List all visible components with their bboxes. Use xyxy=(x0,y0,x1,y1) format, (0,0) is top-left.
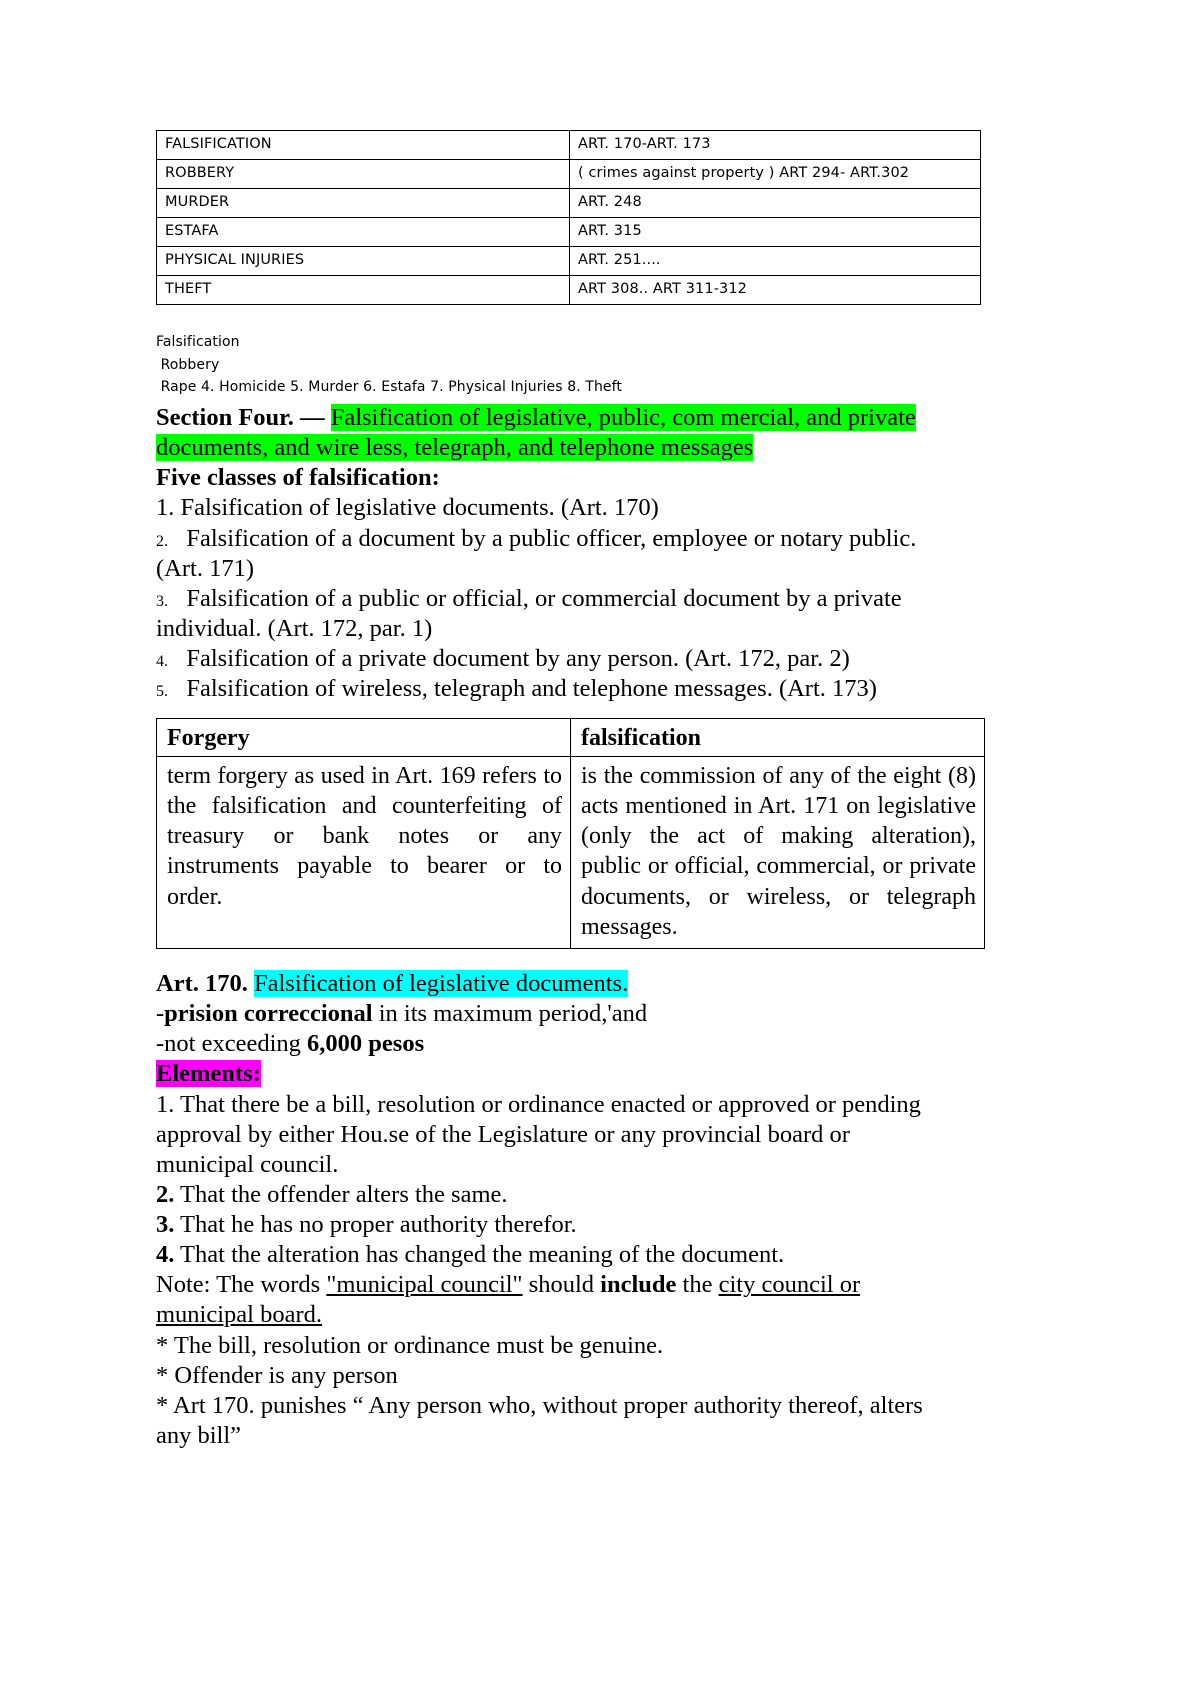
table-row xyxy=(157,247,981,276)
element-3-text: That he has no proper authority therefor. xyxy=(174,1211,577,1238)
crime-articles: ART. 248 xyxy=(570,189,981,218)
element-4-text: That the alteration has changed the meaning of the document. xyxy=(174,1241,785,1269)
class-item-5 xyxy=(156,674,946,704)
crime-articles: ART. 251.... xyxy=(570,247,981,276)
element-4 xyxy=(156,1240,946,1270)
element-2-number: 2. xyxy=(156,1180,175,1208)
crimes-reference-table xyxy=(156,130,981,305)
class-item-3-number: 3. xyxy=(156,592,168,610)
crime-name: ESTAFA xyxy=(157,218,570,247)
class-item-3 xyxy=(156,584,946,644)
element-1-text: That there be a bill, resolution or ordinance enacted or approved or pending approval by either Hou.se of the Legislature or any provincial board or municipal council. xyxy=(156,1090,921,1178)
elements-heading-line xyxy=(156,1059,946,1089)
five-classes-heading: Five classes of falsification: xyxy=(156,464,440,492)
forgery-header: Forgery xyxy=(157,719,571,756)
art-170-title: Falsification of legislative documents. xyxy=(253,970,629,997)
elements-heading: Elements: xyxy=(156,1060,261,1088)
element-3 xyxy=(156,1210,946,1240)
element-4-number: 4. xyxy=(156,1241,175,1269)
class-item-1-number: 1. xyxy=(156,494,175,522)
crime-name: FALSIFICATION xyxy=(157,131,570,160)
crime-name: PHYSICAL INJURIES xyxy=(157,247,570,276)
class-item-5-text: Falsification of wireless, telegraph and telephone messages. (Art. 173) xyxy=(186,675,877,703)
element-2 xyxy=(156,1180,946,1210)
penalty-dash: - xyxy=(156,1000,165,1028)
crime-articles: ART 308.. ART 311-312 xyxy=(570,276,981,305)
penalty-term: prision correccional xyxy=(164,1000,373,1028)
fine-prefix: -not exceeding xyxy=(156,1030,308,1058)
section-label: Section Four. — xyxy=(156,404,325,432)
crime-name: MURDER xyxy=(157,189,570,218)
art-170-bullet-3: * Art 170. punishes “ Any person who, without proper authority thereof, alters any bill” xyxy=(156,1391,923,1449)
class-item-3-text: Falsification of a public or official, or commercial document by a private individual. (Art. 172, par. 1) xyxy=(156,584,902,642)
table-row xyxy=(157,160,981,189)
note-quoted-term: "municipal council" xyxy=(326,1271,523,1299)
class-item-5-number: 5. xyxy=(156,683,168,701)
class-item-1 xyxy=(156,493,946,523)
element-3-number: 3. xyxy=(156,1211,175,1238)
class-item-4 xyxy=(156,644,946,674)
falsification-header: falsification xyxy=(571,719,985,756)
art-170-penalty xyxy=(156,999,946,1029)
element-2-text: That the offender alters the same. xyxy=(174,1180,508,1208)
art-170-section xyxy=(156,969,946,1451)
fine-amount: 6,000 pesos xyxy=(307,1030,425,1058)
table-header-row xyxy=(157,719,985,756)
main-body-text xyxy=(156,403,946,704)
note-bold-word: include xyxy=(600,1271,677,1299)
falsification-definition: is the commission of any of the eight (8) acts mentioned in Art. 171 on legislative (only the act of making alteration), public or official, commercial, or private documents, or wireless, or telegraph messages. xyxy=(571,756,985,948)
forgery-definition: term forgery as used in Art. 169 refers to the falsification and counterfeiting of treasury or bank notes or any instruments payable to bearer or to order. xyxy=(157,756,571,948)
class-item-4-number: 4. xyxy=(156,653,168,671)
table-row xyxy=(157,189,981,218)
class-item-2-number: 2. xyxy=(156,532,168,550)
section-heading xyxy=(156,403,946,463)
forgery-falsification-table xyxy=(156,718,985,949)
crime-name: ROBBERY xyxy=(157,160,570,189)
art-170-label: Art. 170. xyxy=(156,970,248,997)
art-170-bullet-2: * Offender is any person xyxy=(156,1361,398,1389)
table-row xyxy=(157,131,981,160)
note-line-1: Falsification xyxy=(156,334,240,351)
art-170-note xyxy=(156,1270,946,1330)
crime-articles: ( crimes against property ) ART 294- ART.302 xyxy=(570,160,981,189)
note-line-3: Rape 4. Homicide 5. Murder 6. Estafa 7. Physical Injuries 8. Theft xyxy=(156,379,623,396)
note-prefix: Note: The words xyxy=(156,1271,327,1299)
penalty-rest: in its maximum period,'and xyxy=(372,1000,648,1028)
section-title: Falsification of legislative, public, com mercial, and private documents, and wire less, telegraph, and telephone messages xyxy=(156,404,916,462)
crime-articles: ART. 315 xyxy=(570,218,981,247)
art-170-bullet-1: * The bill, resolution or ordinance must be genuine. xyxy=(156,1331,664,1359)
document-content xyxy=(156,130,976,1451)
note-end: the xyxy=(676,1271,719,1299)
crime-articles: ART. 170-ART. 173 xyxy=(570,131,981,160)
class-item-4-text: Falsification of a private document by any person. (Art. 172, par. 2) xyxy=(186,645,850,673)
note-line-2: Robbery xyxy=(156,356,220,373)
table-row xyxy=(157,218,981,247)
element-1 xyxy=(156,1090,946,1180)
element-1-number: 1. xyxy=(156,1090,175,1118)
crime-name: THEFT xyxy=(157,276,570,305)
class-item-2 xyxy=(156,524,946,584)
crime-list-notes xyxy=(156,331,946,399)
table-row xyxy=(157,756,985,948)
table-row xyxy=(157,276,981,305)
note-underlined-phrase: city council or municipal board. xyxy=(156,1271,861,1329)
art-170-heading xyxy=(156,969,946,999)
class-item-2-text: Falsification of a document by a public officer, employee or notary public. (Art. 171) xyxy=(156,524,917,582)
class-item-1-text: Falsification of legislative documents. (Art. 170) xyxy=(180,494,659,522)
art-170-fine xyxy=(156,1029,946,1059)
note-mid: should xyxy=(522,1271,601,1299)
